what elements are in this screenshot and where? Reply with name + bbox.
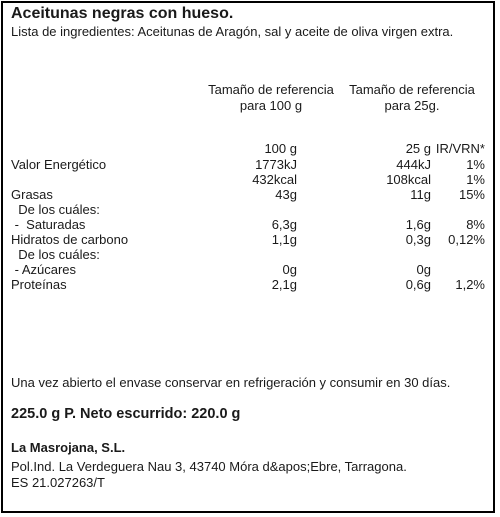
- unit-100g: 100 g: [264, 141, 297, 156]
- storage-instructions: Una vez abierto el envase conservar en refrigeración y consumir en 30 días.: [11, 375, 451, 390]
- net-weight: 225.0 g P. Neto escurrido: 220.0 g: [11, 406, 241, 422]
- row-value-25: 444kJ: [396, 157, 431, 172]
- header-100-line2: para 100 g: [239, 98, 303, 113]
- row-label-of-which: De los cuáles:: [11, 202, 100, 217]
- row-value-25: 0g: [416, 262, 431, 277]
- row-value-ir: 15%: [458, 187, 485, 202]
- row-value-25: 1,6g: [405, 217, 431, 232]
- row-value-25: 108kcal: [386, 172, 431, 187]
- row-value-100: 6,3g: [271, 217, 297, 232]
- row-value-ir: 1%: [466, 157, 485, 172]
- row-value-25: 11g: [410, 187, 431, 202]
- unit-25g: 25 g: [405, 141, 431, 156]
- unit-ir-vrn: IR/VRN*: [435, 141, 485, 156]
- row-value-100: 0g: [282, 262, 297, 277]
- company-name: La Masrojana, S.L.: [11, 440, 126, 455]
- row-label-sugars: - Azúcares: [11, 262, 77, 277]
- row-value-ir: 1,2%: [455, 277, 485, 292]
- row-value-100: 43g: [275, 187, 297, 202]
- product-title: Aceitunas negras con hueso.: [11, 5, 234, 22]
- row-label-protein: Proteínas: [11, 277, 67, 292]
- row-value-25: 0,3g: [405, 232, 431, 247]
- row-value-25: 0,6g: [405, 277, 431, 292]
- nutrition-label: [1, 1, 495, 513]
- row-label-of-which: De los cuáles:: [11, 247, 100, 262]
- row-label-carbohydrates: Hidratos de carbono: [11, 232, 129, 247]
- row-label-energy: Valor Energético: [11, 157, 107, 172]
- company-address: Pol.Ind. La Verdeguera Nau 3, 43740 Móra d&apos;Ebre, Tarragona.: [11, 459, 407, 474]
- row-value-100: 1,1g: [271, 232, 297, 247]
- header-25-line2: para 25g.: [384, 98, 440, 113]
- row-label-fat: Grasas: [11, 187, 53, 202]
- row-value-ir: 0,12%: [448, 232, 485, 247]
- header-25-line1: Tamaño de referencia: [349, 82, 475, 97]
- header-100-line1: Tamaño de referencia: [208, 82, 334, 97]
- row-value-ir: 8%: [466, 217, 485, 232]
- registry-number: ES 21.027263/T: [11, 475, 105, 490]
- row-value-100: 432kcal: [252, 172, 297, 187]
- row-label-saturated: - Saturadas: [11, 217, 86, 232]
- ingredients-list: Lista de ingredientes: Aceitunas de Aragón, sal y aceite de oliva virgen extra.: [11, 24, 454, 39]
- row-value-ir: 1%: [466, 172, 485, 187]
- row-value-100: 1773kJ: [255, 157, 297, 172]
- row-value-100: 2,1g: [271, 277, 297, 292]
